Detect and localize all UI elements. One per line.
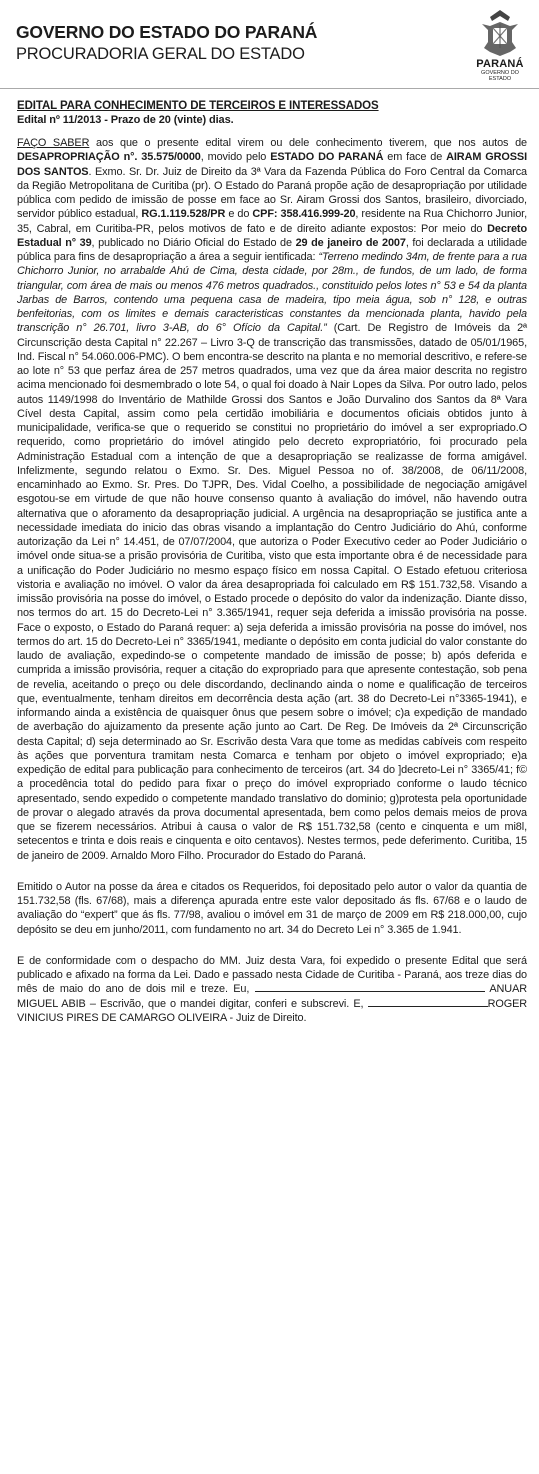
text-run: , publicado no Diário Oficial do Estado de xyxy=(91,236,296,249)
text-run: CPF: 358.416.999-20 xyxy=(252,208,356,221)
text-run: , foi declarada a utilidade pública para fins de desapropriação a área a seguir ientificada: xyxy=(17,236,527,263)
header xyxy=(0,0,539,89)
text-run: aos que o presente edital virem ou dele conhecimento tiverem, que nos autos de xyxy=(89,137,527,149)
header-subtitle: PROCURADORIA GERAL DO ESTADO xyxy=(16,45,305,63)
text-run: , movido pelo xyxy=(200,151,271,164)
text-run: e do xyxy=(225,208,253,221)
text-run: RG.1.119.528/PR xyxy=(141,208,226,221)
edital-paragraph-3 xyxy=(17,954,527,1025)
text-run: Decreto Estadual n° 39 xyxy=(17,222,527,249)
coat-of-arms-icon xyxy=(478,8,522,58)
logo-subtitle: GOVERNO DO ESTADO xyxy=(481,70,519,82)
edital-number: Edital nº 11/2013 - Prazo de 20 (vinte) dias. xyxy=(17,114,234,126)
edital-title: EDITAL PARA CONHECIMENTO DE TERCEIROS E INTERESSADOS xyxy=(17,100,379,112)
header-title: GOVERNO DO ESTADO DO PARANÁ xyxy=(16,22,318,42)
edital-paragraph-1 xyxy=(17,136,527,863)
text-run: . Exmo. Sr. Dr. Juiz de Direito da 3ª Vara da Fazenda Pública do Foro Central da Comarca da Região Metropolitana de Curitiba (pr). O Estado do Paraná propõe ação de desapropriação por utilidade pública com pedido de imissão de posse em face ao Sr. Airam Grossi dos Santos, brasileiro, divorciado, servidor público estadual, xyxy=(17,165,528,221)
text-run: , residente na Rua Chichorro Junior, 35, Cabral, em Curitiba-PR, pelos motivos de fato e de direito adiante expostos: Por meio do xyxy=(17,208,528,235)
text-run: ESTADO DO PARANÁ xyxy=(270,151,384,164)
text-run: DESAPROPRIAÇÃO n°. 35.575/0000 xyxy=(17,151,201,164)
text-run: ROGER VINICIUS PIRES DE CAMARGO OLIVEIRA - Juiz de Direito. xyxy=(17,997,527,1024)
edital-paragraph-2: Emitido o Autor na posse da área e citados os Requeridos, foi depositado pelo autor o valor da quantia de 151.732,58 (fls. 67/68), mais a diferença apurada entre este valor depositado ás fls. 67/68 e o laudo de avaliação do “expert” que ás fls. 77/98, avaliou o imóvel em 31 de março de 2009 em R$ 218.000,00, cujo depósito se deu em junho/2011, com fundamento no art. 34 do Decreto Lei n° 3.365 de 1.941. xyxy=(17,880,527,936)
text-run: ANUAR MIGUEL ABIB – Escrivão, que o mandei digitar, conferi e subscrevi. E, xyxy=(17,983,527,1010)
text-run: “Terreno medindo 34m, de frente para a rua Chichorro Junior, no arrabalde Ahú de Cima, desta cidade, por 28m., de fundos, de um lado, de forma triangular, com área de mais ou menos 476 metros quadrados., constituido pelos lotes n° 53 e 54 da planta Jarbas de Barros, contendo uma pequena casa de madeira, tipo meia água, sob n° 128, e outras benfeitorias, com os limites e demais caracteristicas constantes da mencionada planta, havido pela transcrição n° 26.701, livro 3-AB, do 6° Ofício da Capital.” xyxy=(17,251,527,335)
text-run: 29 de janeiro de 2007 xyxy=(295,236,406,249)
signature-blank xyxy=(255,982,485,992)
text-run: em face de xyxy=(383,151,447,164)
text-run: (Cart. De Registro de Imóveis da 2ª Circunscrição desta Capital n° 22.267 – Livro 3-Q de transcrição das transmissões, datado de 05/01/1965, Ind. Fiscal n° 54.060.006-PMC). O bem encontra-se descrito na planta e no memorial descritivo, e refere-se ao lote n° 53 que perfaz área de 257 metros quadrados, uma vez que da área maior descrita no registro acima mencionado foi desmembrado o lote 54, o qual foi doado à Nair Lopes da Silva. Por outro lado, pelos autos 1149/1998 do Inventário de Mathilde Grossi dos Santos e João Durvalino dos Santos da 8ª Vara Cível desta Capital, assim como pela certidão imobiliária e documentos oficiais obtidos junto à municipalidade, verifica-se que o requerido se constitui no proprietário do imóvel a ser expropriado.O requerido, como proprietário do imóvel atingido pelo decreto expropriatório, foi procurado pela Administração Estadual com a intenção de que a desapropriação se realizasse de forma amigável. Infelizmente, segundo relatou o Exmo. Sr. Des. Miguel Pessoa no of. 38/2008, de 06/11/2008, encaminhado ao Exmo. Sr. Pres. Do TJPR, Des. Vidal Coelho, a possibilidade de negociação amigável esgotou-se em virtude de que não houve consenso quanto à avaliação do imóvel, não havendo outra alternativa que o aforamento da desapropriação judicial. A urgência na desapropriação se justifica ante a necessidade imediata do inicio das obras visando a implantação do Centro Judiciário do Ahú, conforme autorização da Lei n° 14.451, de 07/07/2004, que autoriza o Poder Executivo ceder ao Poder Judiciário o imóvel onde situa-se a prisão provisória de Curitiba, visto que esta importante obra é de necessidade para a unificação do Poder Judiciário no mesmo espaço físico em nossa Capital. O Estado efetuou criteriosa vistoria e avaliação no imóvel. O valor da área desapropriada foi calculado em R$ 151.732,58. Visando a imissão provisória na posse do imóvel, o Estado procede o depósito do valor da indenização. Diante disso, nos termos do art. 15 do Decreto-Lei n° 3.365/1941, requer seja deferida a imissão provisória na posse. Face o exposto, o Estado do Paraná requer: a) seja deferida a imissão provisória na posse do imóvel, nos termos do art. 15 do Decreto-Lei n° 3365/1941, mediante o depósito em conta judicial do valor constante do laudo de avaliação, expedindo-se o competente mandado de imissão de posse; b) após deferida e cumprida a imissão provisória, requer a citação do expropriado para que apresente contestação, sob pena de revelia, aceitando o preço ou dele discordando, declinando ainda o nome e qualificação de terceiros que, eventualmente, tenham direitos em decorrência desta ação (art. 38 do Decreto-Lei n°3365-1941), e informando ainda a existência de quaisquer ônus que pesem sobre o imóvel; c)a expedição de mandado de averbação do ajuizamento da presente ação junto ao Cart. De Reg. De Imóveis da 2ª Circunscrição desta Capital; d) seja determinado ao Sr. Escrivão desta Vara que tome as medidas cabíveis com respeito às ações que porventura tramitam nesta Comarca e tenham por objeto o imóvel expropriado; e)a expedição de edital para publicação para conhecimento de terceiros (art. 34 do ]decreto-Lei n° 3365/41; f© a procedência total do pedido para fixar o preço do imóvel expropriado conforme o laudo técnico apresentado, sendo expedido o competente mandado translativo do dominio; g)protesta pela oportunidade de provar o alegado através da prova documental apresentada, bem como pelos demais meios de prova que se fizerem necessários. Atribui à causa o valor de R$ 151.732,58 (cento e cinquenta e um mi8l, setecentos e trinta e dois reais e cinquenta e oito centavos). Nestes termos, pede deferimento. Curitiba, 15 de janeiro de 2009. Arnaldo Moro Filho. Procurador do Estado do Paraná. xyxy=(17,322,527,862)
edital-body xyxy=(17,100,527,1042)
logo-name: PARANÁ xyxy=(476,58,524,70)
text-run: AIRAM GROSSI DOS SANTOS xyxy=(17,151,527,178)
signature-blank xyxy=(368,997,488,1007)
text-run: E de conformidade com o despacho do MM. Juiz desta Vara, foi expedido o presente Edital que será publicado e afixado na forma da Lei. Dado e passado nesta Cidade de Curitiba - Paraná, aos treze dias do mês de maio do ano de dois mil e treze. Eu, xyxy=(17,954,527,996)
text-run: FAÇO SABER xyxy=(17,137,90,149)
parana-logo xyxy=(471,8,529,88)
